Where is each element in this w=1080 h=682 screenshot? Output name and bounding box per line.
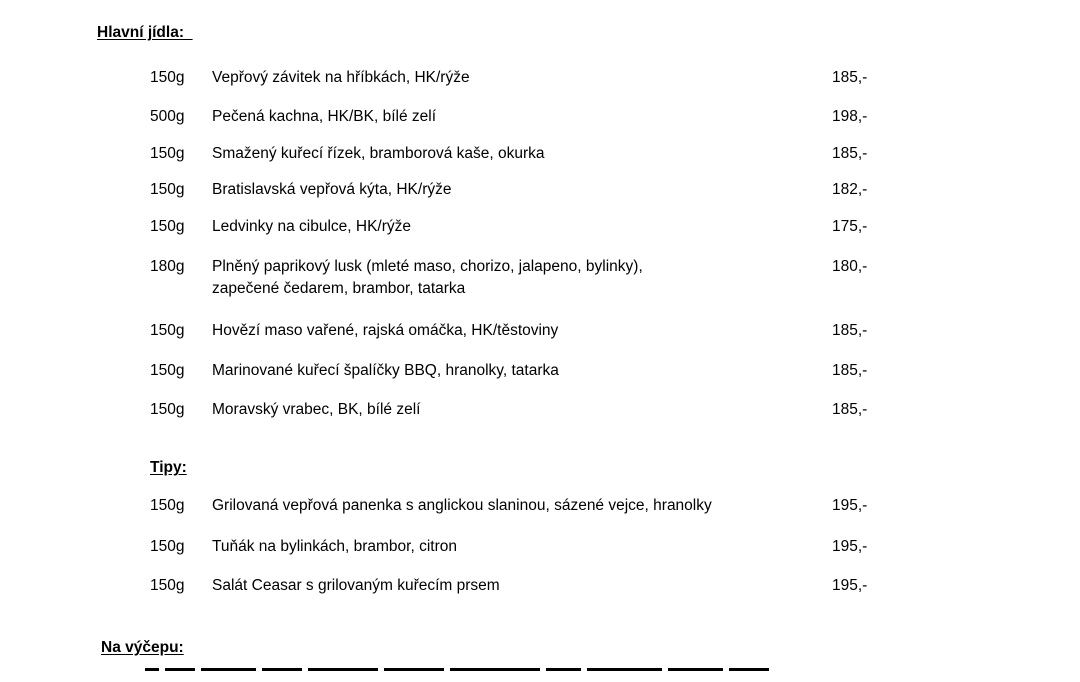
item-weight: 180g xyxy=(150,258,185,275)
item-name: Hovězí maso vařené, rajská omáčka, HK/těstoviny xyxy=(212,322,559,339)
item-weight: 150g xyxy=(150,362,185,379)
item-weight: 500g xyxy=(150,108,185,125)
item-weight: 150g xyxy=(150,401,185,418)
item-name: Plněný paprikový lusk (mleté maso, chorizo, jalapeno, bylinky), xyxy=(212,258,643,275)
item-price: 185,- xyxy=(832,401,868,418)
section-title-tips: Tipy: xyxy=(150,459,187,476)
item-weight: 150g xyxy=(150,497,185,514)
item-weight: 150g xyxy=(150,181,185,198)
item-name: Salát Ceasar s grilovaným kuřecím prsem xyxy=(212,577,500,594)
item-name: Bratislavská vepřová kýta, HK/rýže xyxy=(212,181,452,198)
item-price: 198,- xyxy=(832,108,868,125)
item-weight: 150g xyxy=(150,145,185,162)
item-price: 195,- xyxy=(832,538,868,555)
item-weight: 150g xyxy=(150,218,185,235)
item-weight: 150g xyxy=(150,577,185,594)
item-name: Smažený kuřecí řízek, bramborová kaše, okurka xyxy=(212,145,545,162)
item-weight: 150g xyxy=(150,538,185,555)
item-price: 185,- xyxy=(832,145,868,162)
item-name: Tuňák na bylinkách, brambor, citron xyxy=(212,538,457,555)
item-price: 182,- xyxy=(832,181,868,198)
item-name: Marinované kuřecí špalíčky BBQ, hranolky, tatarka xyxy=(212,362,559,379)
section-title-main-dishes: Hlavní jídla: xyxy=(97,24,193,41)
item-name: Pečená kachna, HK/BK, bílé zelí xyxy=(212,108,437,125)
section-title-on-tap: Na výčepu: xyxy=(101,639,184,656)
item-price: 195,- xyxy=(832,577,868,594)
item-weight: 150g xyxy=(150,69,185,86)
item-name-line2: zapečené čedarem, brambor, tatarka xyxy=(212,280,466,297)
item-price: 185,- xyxy=(832,322,868,339)
item-price: 185,- xyxy=(832,362,868,379)
item-name: Moravský vrabec, BK, bílé zelí xyxy=(212,401,421,418)
item-name: Vepřový závitek na hříbkách, HK/rýže xyxy=(212,69,470,86)
item-price: 185,- xyxy=(832,69,868,86)
item-price: 175,- xyxy=(832,218,868,235)
cut-off-text-line xyxy=(145,668,865,682)
item-price: 195,- xyxy=(832,497,868,514)
item-weight: 150g xyxy=(150,322,185,339)
item-name: Ledvinky na cibulce, HK/rýže xyxy=(212,218,412,235)
item-name: Grilovaná vepřová panenka s anglickou slaninou, sázené vejce, hranolky xyxy=(212,497,712,514)
item-price: 180,- xyxy=(832,258,868,275)
